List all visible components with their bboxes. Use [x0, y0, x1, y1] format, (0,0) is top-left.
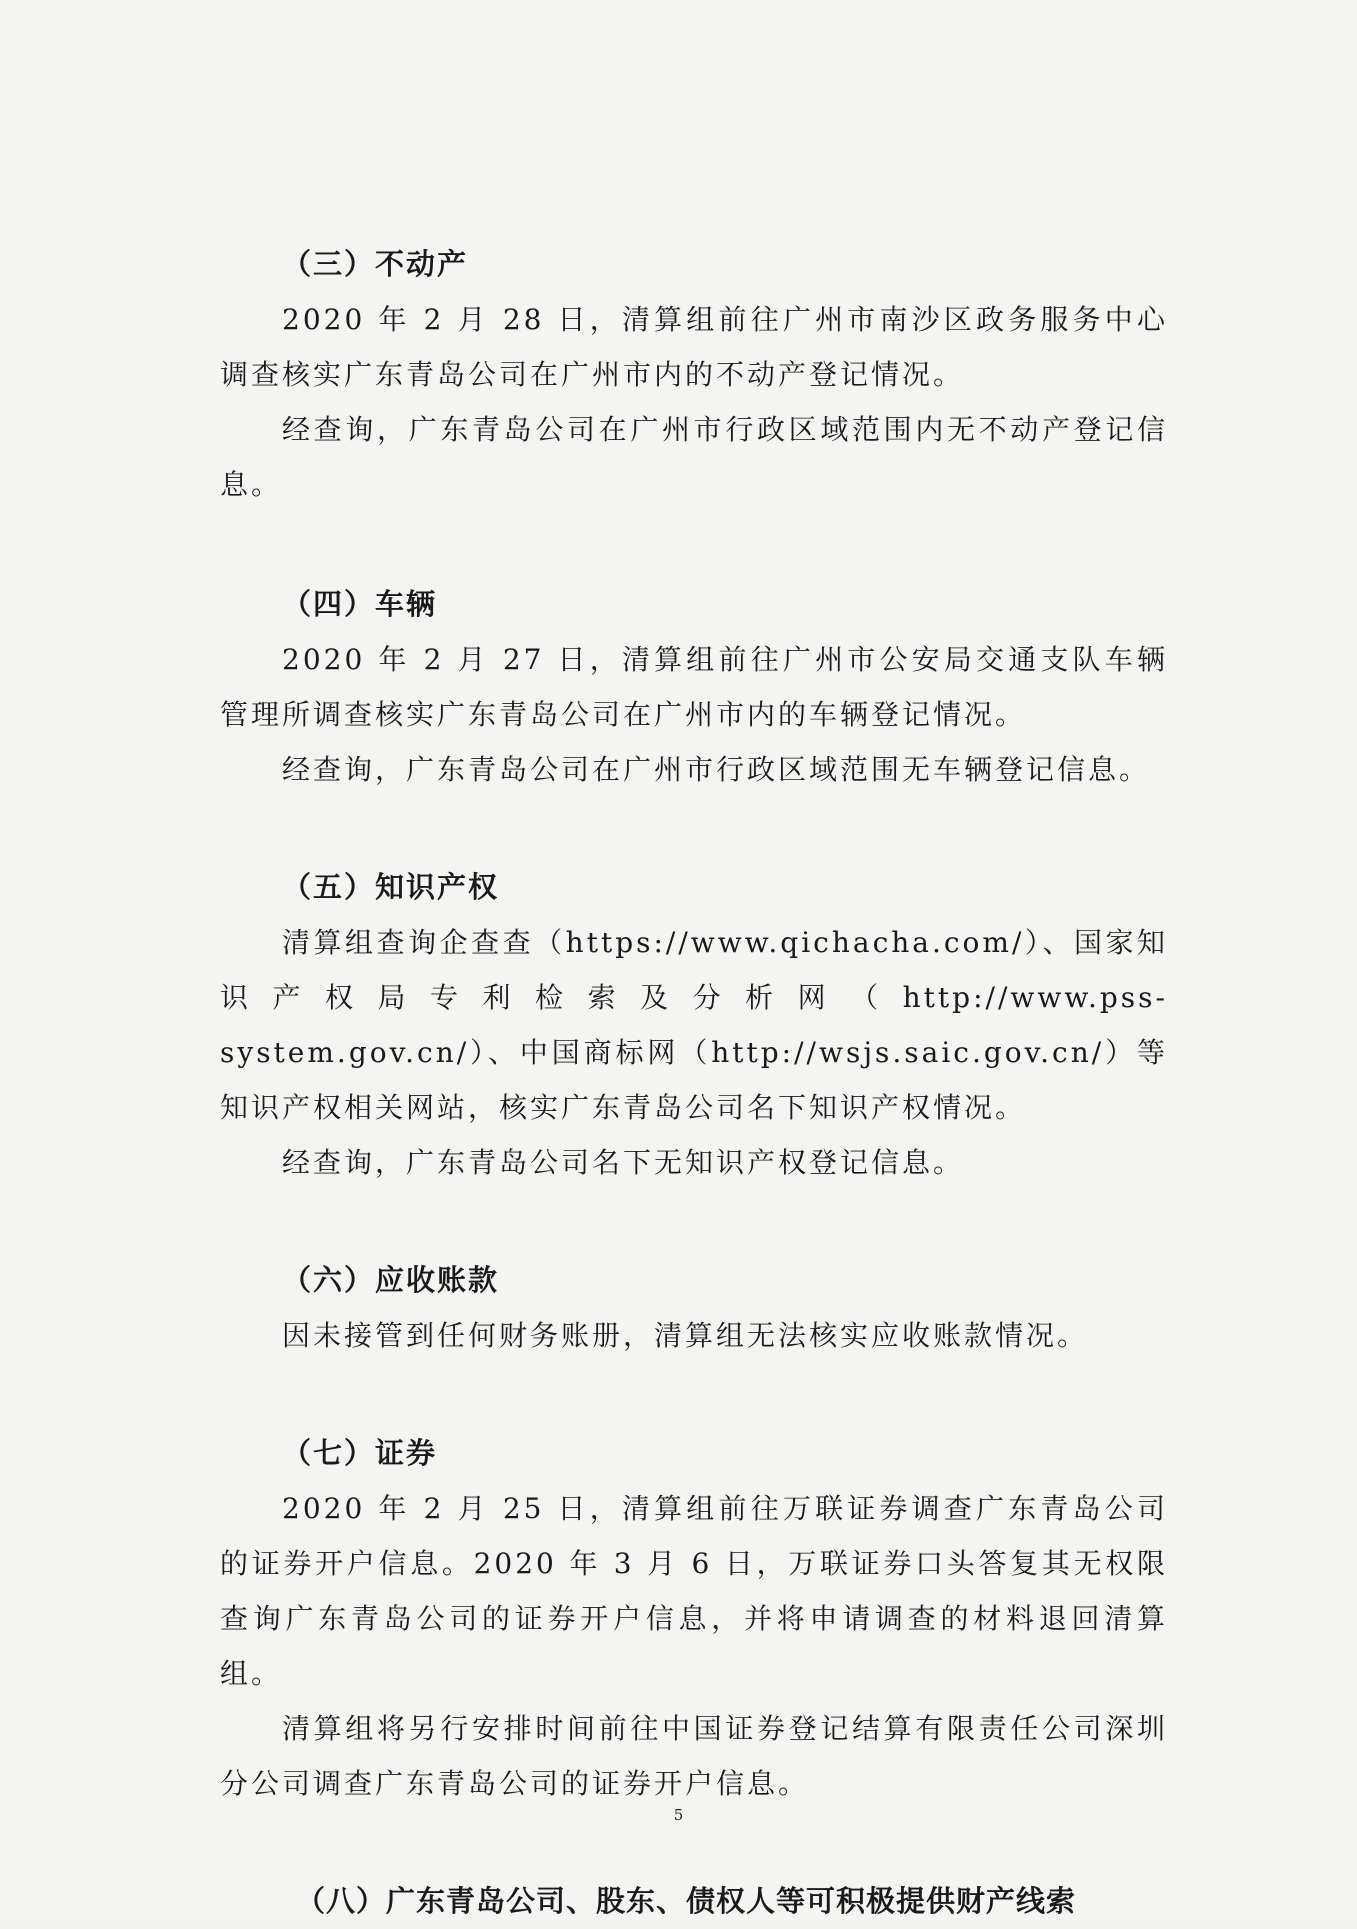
page-number: 5: [673, 1806, 684, 1824]
paragraph: 清算组查询企查查（https://www.qichacha.com/）、国家知识产权局专利检索及分析网（http://www.pss-system.gov.cn/）、中国商标网（http://wsjs.saic.gov.cn/）等知识产权相关网站，核实广东青岛公司名下知识产权情况。: [220, 926, 1168, 1124]
section-heading-receivables: （六）应收账款: [282, 1263, 500, 1297]
paragraph: 清算组将另行安排时间前往中国证券登记结算有限责任公司深圳分公司调查广东青岛公司的证券开户信息。: [220, 1712, 1168, 1800]
section-heading-securities: （七）证券: [282, 1436, 438, 1470]
paragraph: 经查询，广东青岛公司在广州市行政区域范围无车辆登记信息。: [282, 753, 1151, 786]
document-body: [220, 236, 1168, 1929]
paragraph: 经查询，广东青岛公司在广州市行政区域范围内无不动产登记信息。: [220, 413, 1168, 501]
paragraph: 2020 年 2 月 28 日，清算组前往广州市南沙区政务服务中心调查核实广东青岛公司在广州市内的不动产登记情况。: [220, 303, 1168, 391]
section-heading-vehicles: （四）车辆: [282, 587, 438, 621]
paragraph: 2020 年 2 月 27 日，清算组前往广州市公安局交通支队车辆管理所调查核实广东青岛公司在广州市内的车辆登记情况。: [220, 643, 1168, 731]
paragraph: 2020 年 2 月 25 日，清算组前往万联证券调查广东青岛公司的证券开户信息。2020 年 3 月 6 日，万联证券口头答复其无权限查询广东青岛公司的证券开户信息，并将申请调查的材料退回清算组。: [220, 1492, 1168, 1690]
paragraph: 经查询，广东青岛公司名下无知识产权登记信息。: [282, 1146, 965, 1179]
paragraph: 因未接管到任何财务账册，清算组无法核实应收账款情况。: [282, 1319, 1089, 1352]
section-heading-property-clues: （八）广东青岛公司、股东、债权人等可积极提供财产线索: [296, 1884, 1077, 1918]
section-heading-intellectual-property: （五）知识产权: [282, 870, 500, 904]
section-heading-real-estate: （三）不动产: [282, 247, 469, 281]
